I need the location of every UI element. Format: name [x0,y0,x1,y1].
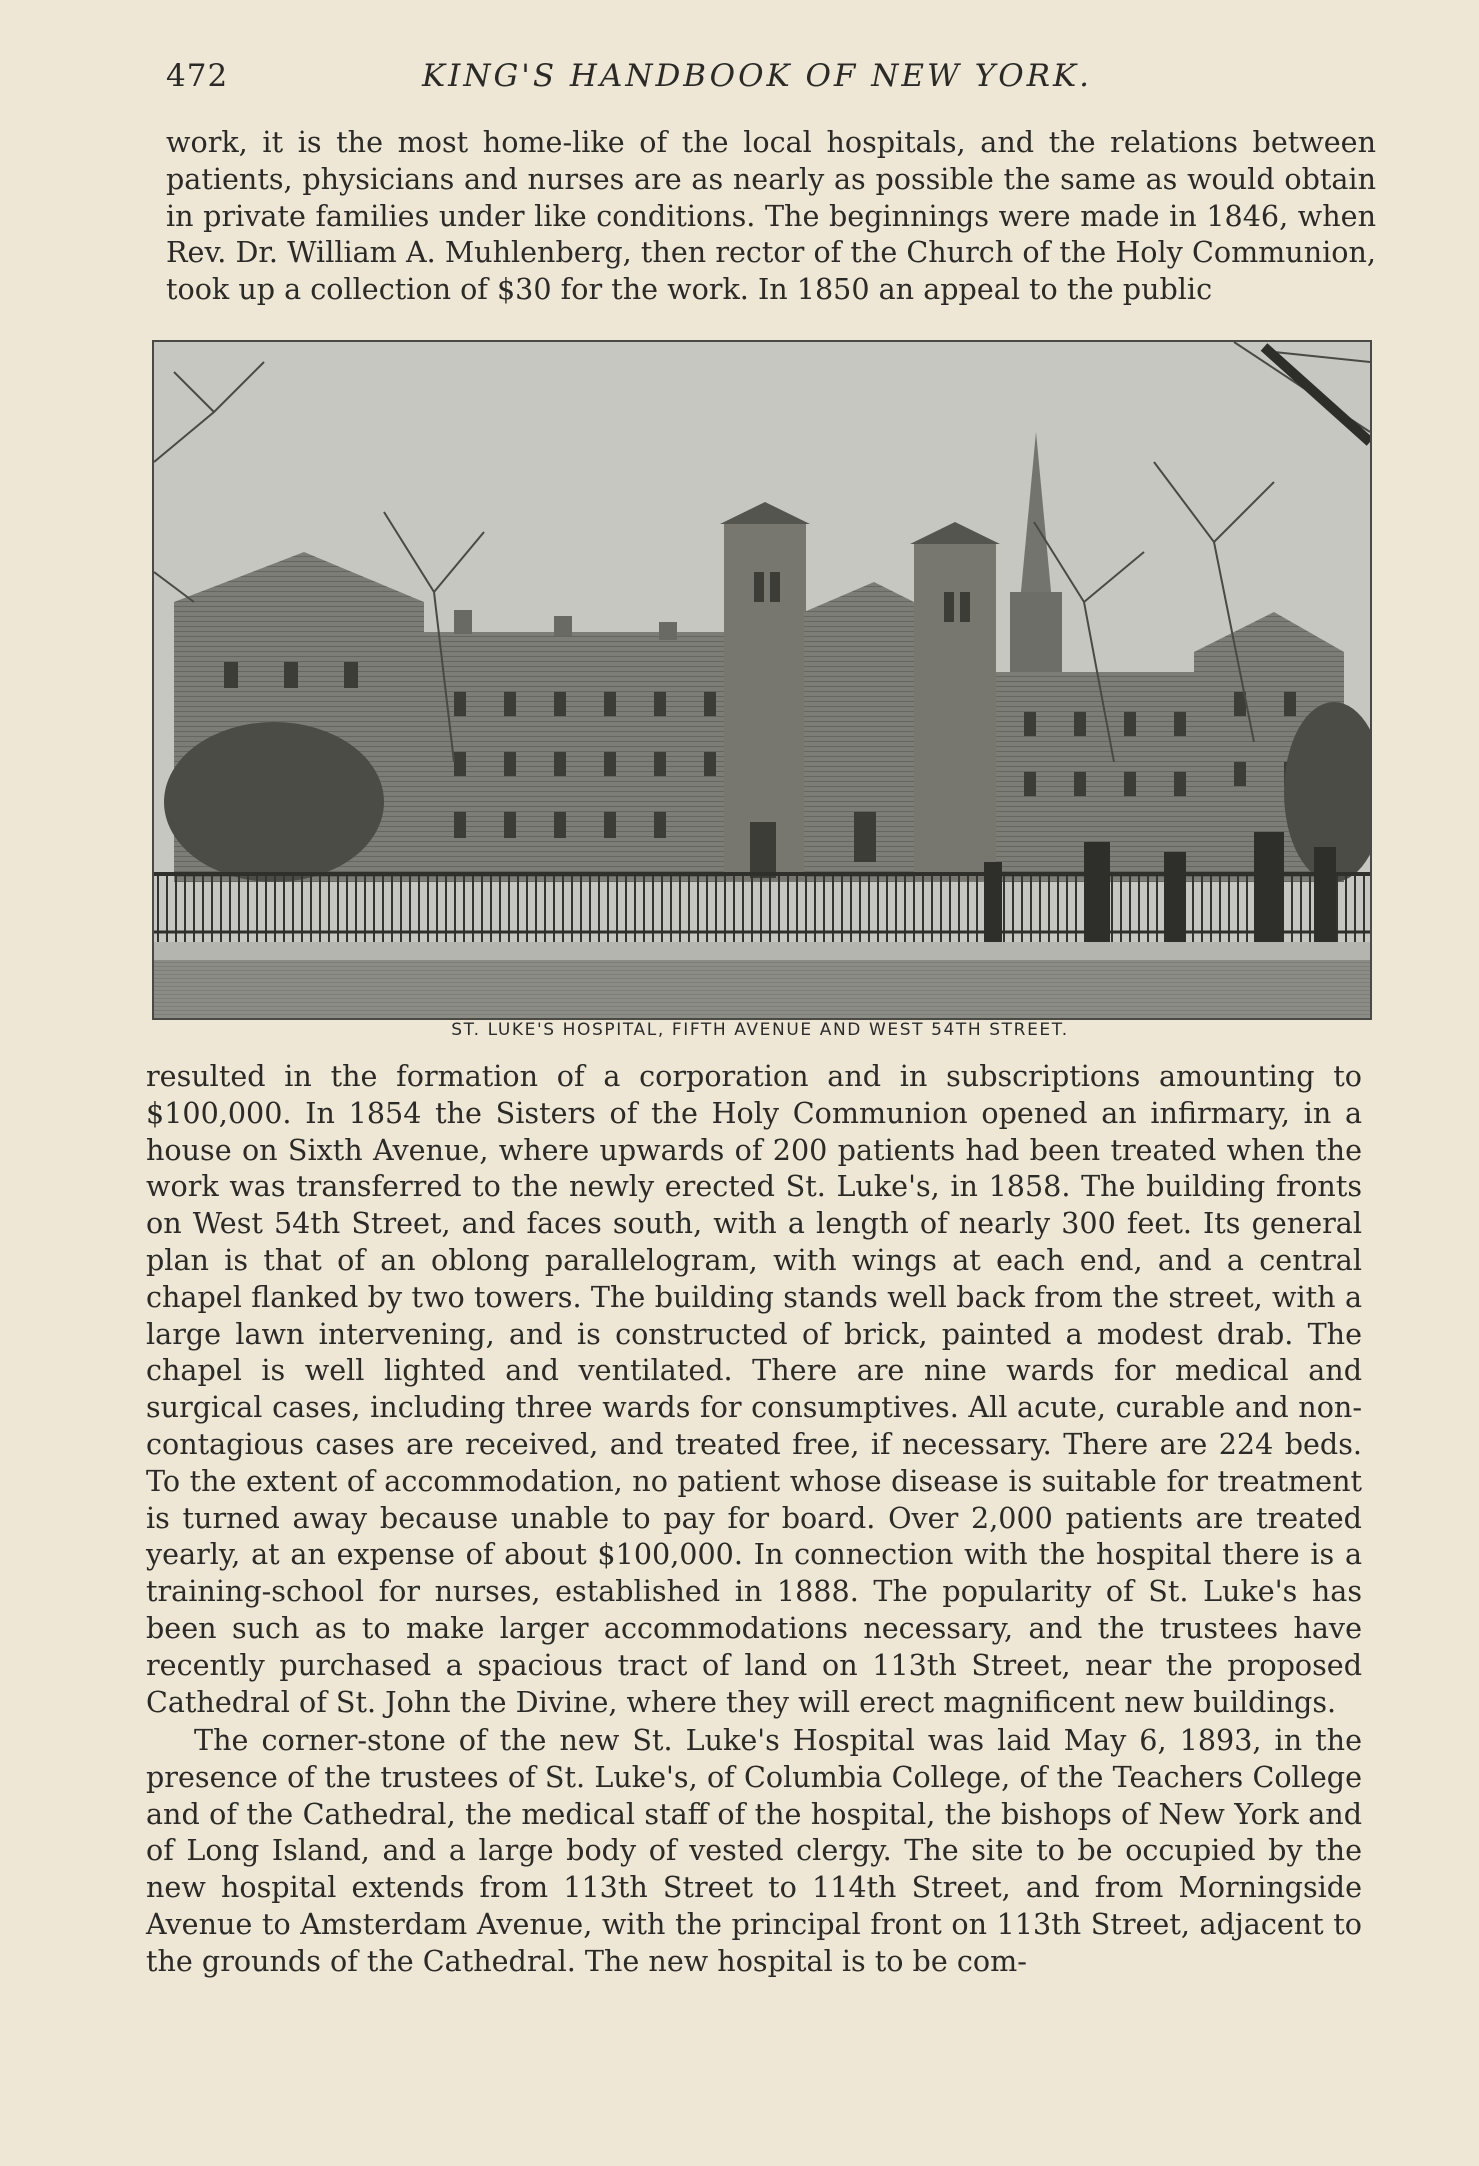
hospital-illustration [152,340,1372,1020]
paragraph-intro: work, it is the most home-like of the local hospitals, and the relations between patients, physicians and nurses are as nearly as possible the same as would obtain in private families under like conditions. The beginnings were made in 1846, when Rev. Dr. William A. Muhlenberg, then rector of the Church of the Holy Communion, took up a collection of $30 for the work. In 1850 an appeal to the public [166,125,1376,307]
paragraph-main: resulted in the formation of a corporation and in subscriptions amounting to $100,000. In 1854 the Sisters of the Holy Communion opened an infirmary, in a house on Sixth Avenue, where upwards of 200 patients had been treated when the work was transferred to the newly erected St. Luke's, in 1858. The building fronts on West 54th Street, and faces south, with a length of nearly 300 feet. Its general plan is that of an oblong parallelogram, with wings at each end, and a central chapel flanked by two towers. The building stands well back from the street, with a large lawn intervening, and is constructed of brick, painted a modest drab. The chapel is well lighted and ventilated. There are nine wards for medical and surgical cases, including three wards for consumptives. All acute, curable and non-contagious cases are received, and treated free, if necessary. There are 224 beds. To the extent of accommodation, no patient whose disease is suitable for treatment is turned away because unable to pay for board. Over 2,000 patients are treated yearly, at an expense of about $100,000. In connection with the hospital there is a training-school for nurses, established in 1888. The popularity of St. Luke's has been such as to make larger accommodations necessary, and the trustees have recently purchased a spacious tract of land on 113th Street, near the proposed Cathedral of St. John the Divine, where they will erect magnificent new buildings. [146,1059,1362,1719]
hospital-engraving [154,342,1370,1018]
page-number: 472 [166,58,229,94]
paragraph-cornerstone: The corner-stone of the new St. Luke's Hospital was laid May 6, 1893, in the presence of the trustees of St. Luke's, of Columbia College, of the Teachers College and of the Cathedral, the medical staff of the hospital, the bishops of New York and of Long Island, and a large body of vested clergy. The site to be occupied by the new hospital extends from 113th Street to 114th Street, and from Morningside Avenue to Amsterdam Avenue, with the principal front on 113th Street, adjacent to the grounds of the Cathedral. The new hospital is to be com- [146,1723,1362,1978]
figure-caption: ST. LUKE'S HOSPITAL, FIFTH AVENUE AND WEST 54TH STREET. [451,1020,1069,1040]
running-head [166,58,1361,106]
book-title: KING'S HANDBOOK OF NEW YORK. [422,58,1092,94]
